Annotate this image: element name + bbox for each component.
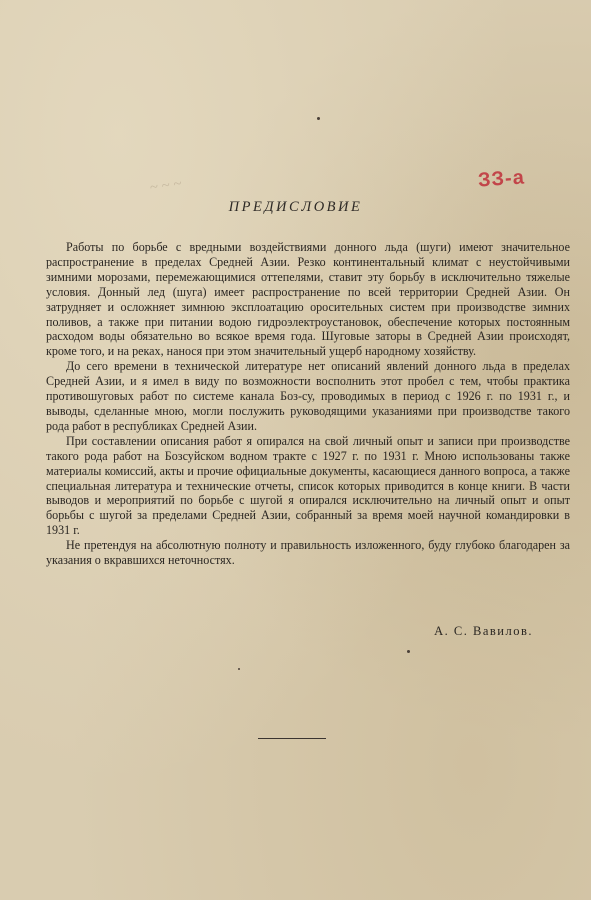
- paragraph: Не претендуя на абсолютную полноту и правильность изложенного, буду глубоко благодарен за указания о вкравшихся неточностях.: [46, 538, 570, 568]
- paper-speck: [238, 668, 240, 670]
- paper-speck: [317, 117, 320, 120]
- divider-rule: [258, 738, 326, 739]
- faint-pencil-mark: ~ ~ ~: [148, 175, 183, 197]
- paragraph: При составлении описания работ я опирался на свой личный опыт и записи при производстве такого рода работ на Бозсуйском водном тракте с 1927 г. по 1931 г. Мною использованы также материалы комиссий, акты и прочие официальные документы, касающиеся данного вопроса, а также специальная литература и технические отчеты, список которых приводится в конце книги. В части выводов и мероприятий по борьбе с шугой я опирался исключительно на личный опыт и опыт борьбы с шугой за пределами Средней Азии, собранный за время моей научной командировки в 1931 г.: [46, 433, 570, 538]
- paragraph: До сего времени в технической литературе нет описаний явлений донного льда в пределах Средней Азии, и я имел в виду по возможности восполнить этот пробел с тем, чтобы практика противошуговых работ по системе канала Боз-су, проводимых в период с 1926 г. по 1931 г., и выводы, сделанные мною, могли послужить руководящими указаниями при производстве такого рода работ в республиках Средней Азии.: [46, 359, 570, 433]
- author-signature: А. С. Вавилов.: [434, 624, 533, 638]
- preface-body: [46, 240, 570, 568]
- paragraph: Работы по борьбе с вредными воздействиями донного льда (шуги) имеют значительное распространение в пределах Средней Азии. Резко континентальный климат с неустойчивыми зимними морозами, перемежающимися оттепелями, ставит эту борьбу в исключительно тяжелые условия. Донный лед (шуга) имеет распространение по всей территории Средней Азии. Он затрудняет и осложняет зимнюю эксплоатацию оросительных систем при производстве зимних поливов, а также при питании водою гидроэлектроустановок, обеспечение которых постоянным расходом воды обязательно во всякое время года. Шуговые заторы в Средней Азии происходят, кроме того, и на реках, нанося при этом значительный ущерб народному хозяйству.: [46, 240, 570, 359]
- page-title: ПРЕДИСЛОВИЕ: [228, 199, 363, 215]
- library-stamp: ЗЗ-а: [477, 166, 526, 192]
- paper-speck: [407, 650, 410, 653]
